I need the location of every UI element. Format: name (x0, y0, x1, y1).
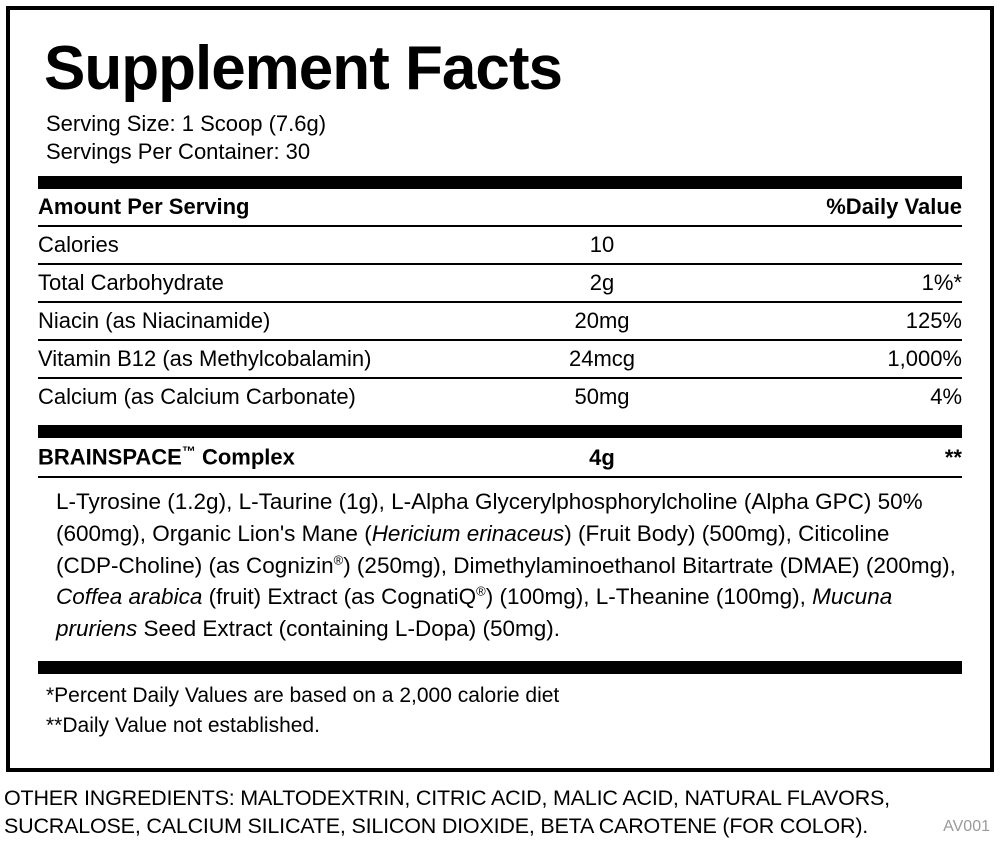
header-amount-per-serving: Amount Per Serving (38, 189, 472, 226)
complex-row (38, 438, 962, 476)
header-spacer (472, 189, 732, 226)
other-ingredients: OTHER INGREDIENTS: MALTODEXTRIN, CITRIC ACID, MALIC ACID, NATURAL FLAVORS, SUCRALOSE, CALCIUM SILICATE, SILICON DIOXIDE, BETA CAROTENE (FOR COLOR). (4, 786, 890, 839)
row-amount: 24mcg (472, 340, 732, 378)
table-header-row (38, 189, 962, 226)
table-row (38, 378, 962, 415)
complex-name-rest: Complex (195, 444, 295, 470)
row-name: Niacin (as Niacinamide) (38, 302, 472, 340)
table-row (38, 226, 962, 264)
divider-thick-top (38, 176, 962, 189)
row-name: Total Carbohydrate (38, 264, 472, 302)
row-daily-value: 4% (930, 384, 962, 410)
footnote-daily-values: *Percent Daily Values are based on a 2,000 calorie diet (46, 684, 560, 708)
blend-ingredients: L-Tyrosine (1.2g), L-Taurine (1g), L-Alpha Glycerylphosphorylcholine (Alpha GPC) 50% (600mg), Organic Lion's Mane (Hericium erinaceus) (Fruit Body) (500mg), Citicoline (CDP-Choline) (as Cognizin®) (250mg), Dimethylaminoethanol Bitartrate (DMAE) (200mg), Coffea arabica (fruit) Extract (as CognatiQ®) (100mg), L-Theanine (100mg), Mucuna pruriens Seed Extract (containing L-Dopa) (50mg). (56, 488, 956, 642)
row-name: Calories (38, 226, 472, 264)
complex-amount: 4g (472, 438, 732, 476)
servings-per-container: Servings Per Container: 30 (46, 139, 311, 165)
trademark-icon: ™ (181, 443, 196, 460)
table-row (38, 340, 962, 378)
table-row (38, 302, 962, 340)
row-amount: 2g (472, 264, 732, 302)
page-title: Supplement Facts (44, 34, 562, 103)
row-daily-value: 1,000% (732, 340, 962, 378)
nutrition-table (38, 189, 962, 415)
facts-panel (6, 6, 994, 772)
row-amount: 50mg (574, 384, 630, 410)
row-daily-value: 1%* (732, 264, 962, 302)
row-amount: 10 (472, 226, 732, 264)
row-name: Vitamin B12 (as Methylcobalamin) (38, 340, 472, 378)
row-amount: 20mg (472, 302, 732, 340)
row-name: Calcium (as Calcium Carbonate) (38, 384, 356, 410)
serving-size: Serving Size: 1 Scoop (7.6g) (46, 111, 327, 136)
row-daily-value: 125% (732, 302, 962, 340)
complex-name (38, 438, 472, 476)
divider-thick-bottom (38, 661, 962, 674)
header-daily-value: %Daily Value (732, 189, 962, 226)
complex-daily-value: ** (732, 438, 962, 476)
complex-name-main: BRAINSPACE (38, 444, 182, 470)
footnote-not-established: **Daily Value not established. (46, 713, 320, 737)
complex-table (38, 438, 962, 477)
label-code: AV001 (943, 818, 990, 835)
row-daily-value (732, 226, 962, 264)
divider-thick-middle (38, 425, 962, 438)
table-row (38, 264, 962, 302)
